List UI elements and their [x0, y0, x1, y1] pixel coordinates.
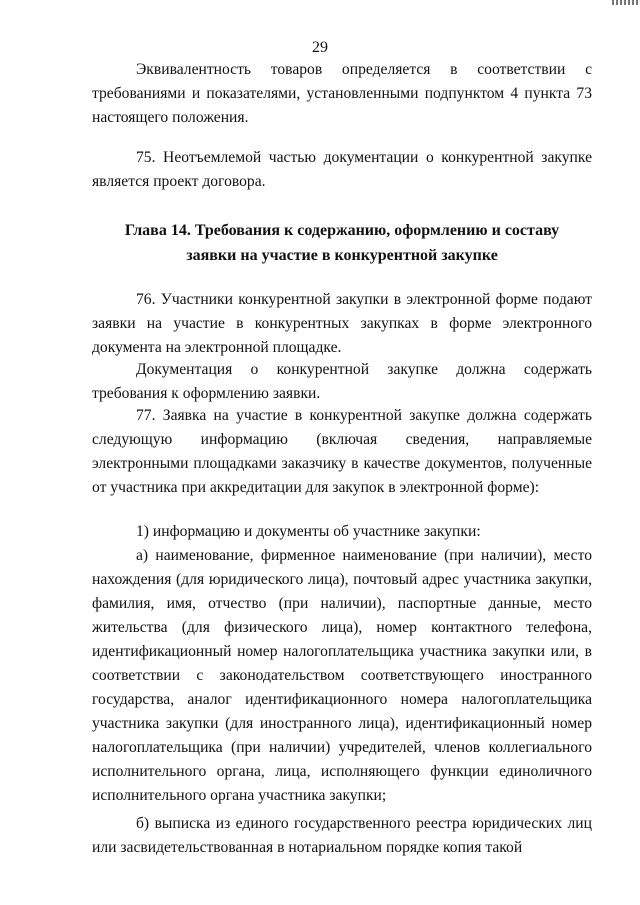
paragraph-76: 76. Участники конкурентной закупки в электронной форме подают заявки на участие в конкурентных закупках в форме электронного документа на электронной площадке.: [92, 291, 592, 356]
paragraph-item-b: б) выписка из единого государственного реестра юридических лиц или засвидетельствованная в нотариальном порядке копия такой: [92, 815, 592, 856]
page-number: 29: [312, 39, 328, 56]
paragraph-equivalence: Эквивалентность товаров определяется в соответствии с требованиями и показателями, установленными подпунктом 4 пункта 73 настоящего положения.: [92, 61, 592, 126]
paragraph-75: 75. Неотъемлемой частью документации о конкурентной закупке является проект договора.: [92, 149, 592, 190]
paragraph-item-a: а) наименование, фирменное наименование (при наличии), место нахождения (для юридического лица), почтовый адрес участника закупки, фамилия, имя, отчество (при наличии), паспортные данные, место жительства (для физического лица), номер контактного телефона, идентификационный номер налогоплательщика участника закупки или, в соответствии с законодательством соответствующего иностранного государства, аналог идентификационного номера налогоплательщика участника закупки (для иностранного лица), идентификационный номер налогоплательщика (при наличии) учредителей, членов коллегиального исполнительного органа, лица, исполняющего функции единоличного исполнительного органа участника закупки;: [92, 547, 592, 804]
paragraph-documentation: Документация о конкурентной закупке должна содержать требования к оформлению заявки.: [92, 361, 592, 402]
chapter-heading-line-1: Глава 14. Требования к содержанию, оформлению и составу: [124, 222, 560, 239]
paragraph-77: 77. Заявка на участие в конкурентной закупке должна содержать следующую информацию (включая сведения, направляемые электронными площадками заказчику в качестве документов, полученные от участника при аккредитации для закупок в электронной форме):: [92, 407, 592, 496]
scan-edge-mark: [612, 0, 640, 5]
chapter-heading: [92, 218, 592, 268]
paragraph-item-1: 1) информацию и документы об участнике закупки:: [136, 523, 481, 540]
chapter-heading-line-2: заявки на участие в конкурентной закупке: [186, 247, 498, 264]
